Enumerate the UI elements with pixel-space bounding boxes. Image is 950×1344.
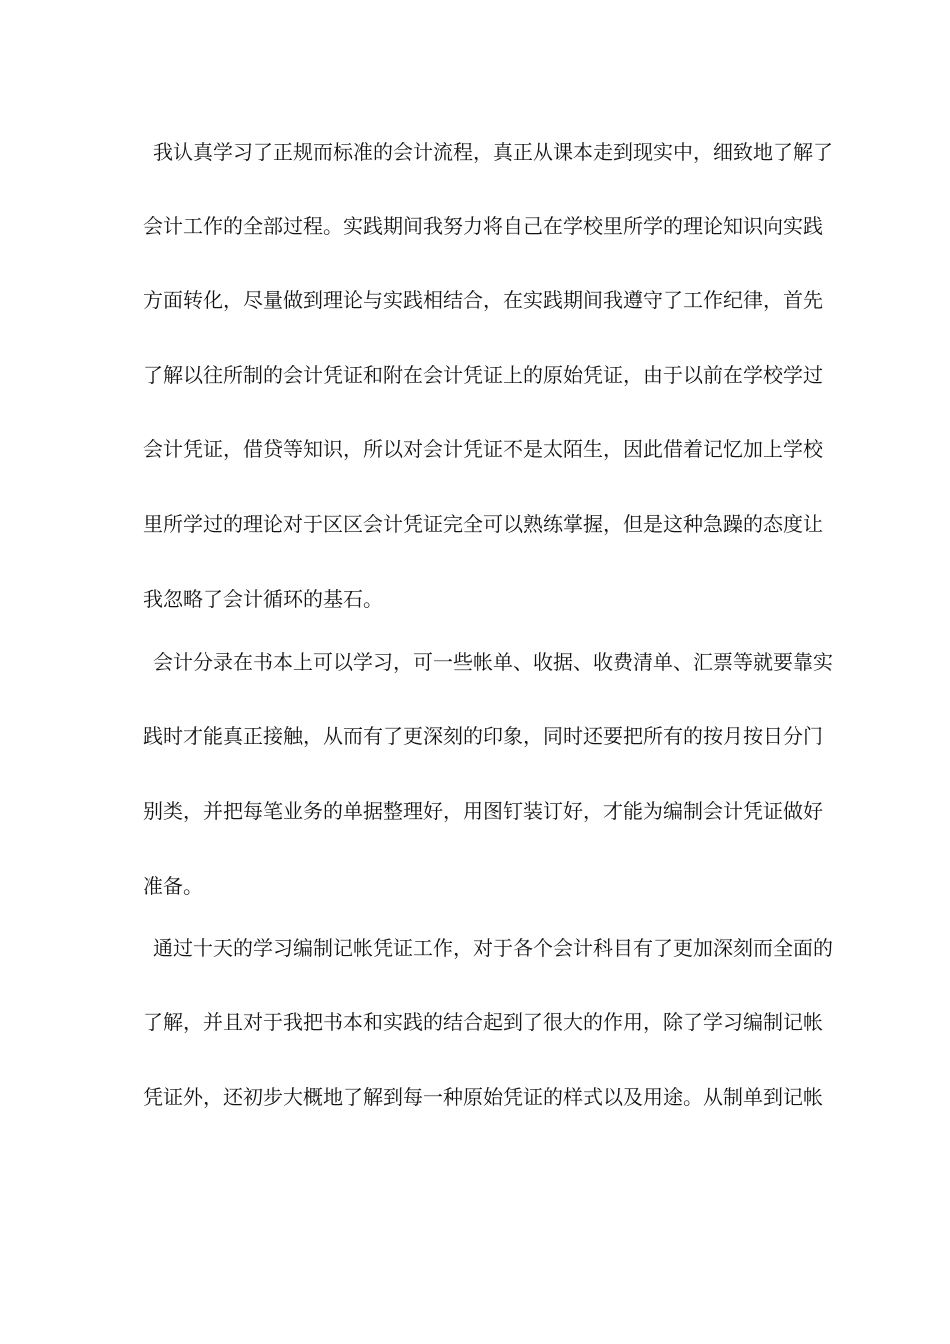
paragraph-3-line-3: 凭证外，还初步大概地了解到每一种原始凭证的样式以及用途。从制单到记帐 (143, 1085, 823, 1109)
paragraph-3-line-1: 通过十天的学习编制记帐凭证工作，对于各个会计科目有了更加深刻而全面的 (153, 936, 833, 960)
paragraph-1-line-5: 会计凭证，借贷等知识，所以对会计凭证不是太陌生，因此借着记忆加上学校 (143, 437, 823, 461)
paragraph-1-line-4: 了解以往所制的会计凭证和附在会计凭证上的原始凭证，由于以前在学校学过 (143, 363, 823, 387)
paragraph-2-line-2: 践时才能真正接触，从而有了更深刻的印象，同时还要把所有的按月按日分门 (143, 724, 823, 748)
paragraph-2-line-1: 会计分录在书本上可以学习，可一些帐单、收据、收费清单、汇票等就要靠实 (153, 650, 833, 674)
paragraph-1-line-2: 会计工作的全部过程。实践期间我努力将自己在学校里所学的理论知识向实践 (143, 214, 823, 238)
paragraph-1-line-6: 里所学过的理论对于区区会计凭证完全可以熟练掌握，但是这种急躁的态度让 (143, 512, 823, 536)
paragraph-3-line-2: 了解，并且对于我把书本和实践的结合起到了很大的作用，除了学习编制记帐 (143, 1010, 823, 1034)
paragraph-1-line-3: 方面转化，尽量做到理论与实践相结合，在实践期间我遵守了工作纪律，首先 (143, 288, 823, 312)
paragraph-2-line-4: 准备。 (143, 874, 203, 898)
paragraph-2-line-3: 别类，并把每笔业务的单据整理好，用图钉装订好，才能为编制会计凭证做好 (143, 799, 823, 823)
paragraph-1-line-1: 我认真学习了正规而标准的会计流程，真正从课本走到现实中，细致地了解了 (153, 140, 833, 164)
paragraph-1-line-7: 我忽略了会计循环的基石。 (143, 587, 383, 611)
